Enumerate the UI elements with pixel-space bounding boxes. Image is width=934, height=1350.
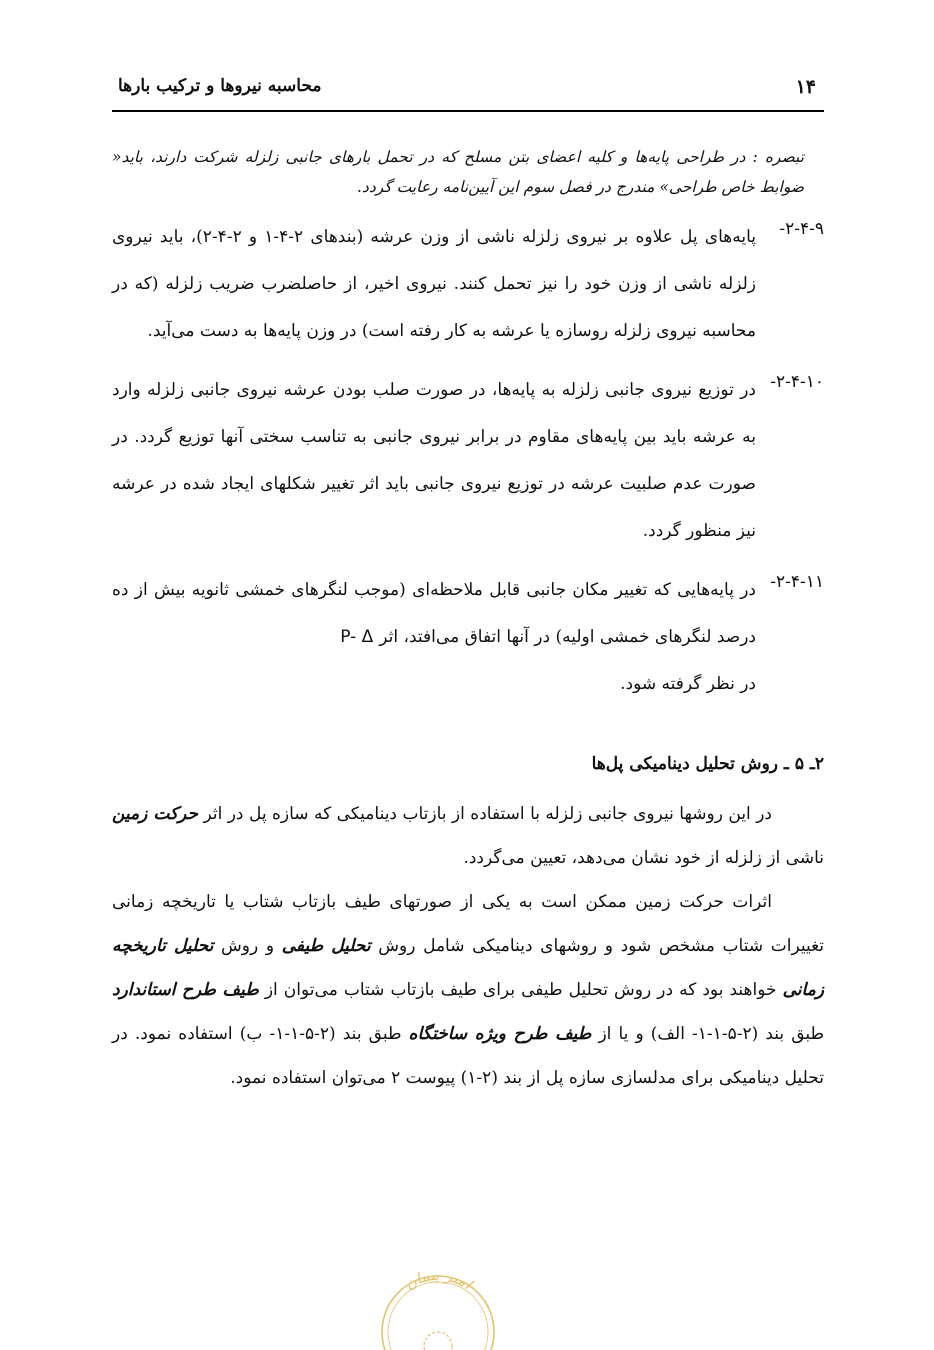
clause-2-4-9 xyxy=(112,214,824,355)
text-run: خواهند بود که در روش تحلیل طیفی برای طیف بازتاب شتاب می‌توان از xyxy=(264,980,777,1000)
page-header xyxy=(112,70,824,112)
clause-number: ۲-۴-۱۰- xyxy=(770,372,824,392)
emphasis-term: تحلیل تاریخچه زمانی xyxy=(112,936,825,1000)
text-run: و روش xyxy=(221,936,275,956)
page-content xyxy=(112,142,824,1100)
clause-2-4-11 xyxy=(112,567,824,708)
clause-text: در پایه‌هایی که تغییر مکان جانبی قابل ملاحظه‌ای (موجب لنگرهای خمشی ثانویه بیش از ده درصد لنگرهای خمشی اولیه) در آنها اتفاق می‌افتد، اثر xyxy=(112,580,756,647)
section-paragraph-1 xyxy=(112,792,824,880)
emphasis-term: طیف طرح استاندارد xyxy=(112,980,259,1000)
section-paragraph-2 xyxy=(112,880,824,1100)
watermark-inner-ring xyxy=(388,1282,488,1350)
emphasis-term: تحلیل طیفی xyxy=(281,936,371,956)
text-run: در این روشها نیروی جانبی زلزله با استفاده از بازتاب دینامیکی که سازه پل در اثر xyxy=(203,804,772,824)
emphasis-term: حرکت زمین xyxy=(112,804,199,824)
clause-number: ۲-۴-۹- xyxy=(779,219,824,239)
section-heading: ۲ـ ۵ ـ روش تحلیل دینامیکی پل‌ها xyxy=(591,754,824,774)
gear-icon xyxy=(424,1332,452,1350)
page-number: ۱۴ xyxy=(795,76,816,98)
clause-text-continued: در نظر گرفته شود. xyxy=(620,674,756,694)
clause-number: ۲-۴-۱۱- xyxy=(770,572,824,592)
watermark-text-path: امیر پیمان xyxy=(401,1265,476,1294)
p-delta-symbol: P- Δ xyxy=(340,627,374,647)
text-run: اثرات حرکت زمین ممکن است به یکی از صورتهای طیف بازتاب شتاب یا تاریخچه زمانی تغییرات شتاب مشخص شود و روشهای دینامیکی شامل روش xyxy=(112,892,825,956)
clause-2-4-10 xyxy=(112,367,824,555)
running-title: محاسبه نیروها و ترکیب بارها xyxy=(118,76,322,96)
watermark-ring xyxy=(382,1276,494,1350)
text-run: طبق بند (۲-۵-۱-۱- الف) و یا از xyxy=(598,1024,825,1044)
emphasis-term: طیف طرح ویژه ساختگاه xyxy=(408,1024,592,1044)
text-run: طبق بند (۲-۵-۱-۱- ب) استفاده نمود. در تحلیل دینامیکی برای مدلسازی سازه پل از بند (۲-۱) پیوست ۲ می‌توان استفاده نمود. xyxy=(112,1024,824,1088)
clause-text: پایه‌های پل علاوه بر نیروی زلزله ناشی از وزن عرشه (بندهای ۲-۴-۱ و ۲-۴-۲)، باید نیروی زلزله ناشی از وزن خود را نیز تحمل کنند. نیروی اخیر، از حاصلضرب ضریب زلزله (که در محاسبه نیروی زلزله روسازه یا عرشه به کار رفته است) در وزن پایه‌ها به دست می‌آید. xyxy=(112,227,757,341)
clause-text-container xyxy=(112,567,756,708)
note-paragraph: تبصره : در طراحی پایه‌ها و کلیه اعضای بتن مسلح که در تحمل بارهای جانبی زلزله شرکت دارند، باید« ضوابط خاص طراحی» مندرج در فصل سوم این آیین‌نامه رعایت گردد. xyxy=(112,148,804,196)
clause-text: در توزیع نیروی جانبی زلزله به پایه‌ها، در صورت صلب بودن عرشه نیروی جانبی زلزله وارد به عرشه باید بین پایه‌های مقاوم در برابر نیروی جانبی به تناسب سختی آنها توزیع گردد. در صورت عدم صلبیت عرشه در توزیع نیروی جانبی باید اثر تغییر شکلهای ایجاد شده در عرشه نیز منظور گردد. xyxy=(112,380,756,541)
text-run: ناشی از زلزله از خود نشان می‌دهد، تعیین می‌گردد. xyxy=(463,848,824,868)
watermark-logo xyxy=(378,1250,498,1350)
watermark-text xyxy=(401,1266,476,1294)
